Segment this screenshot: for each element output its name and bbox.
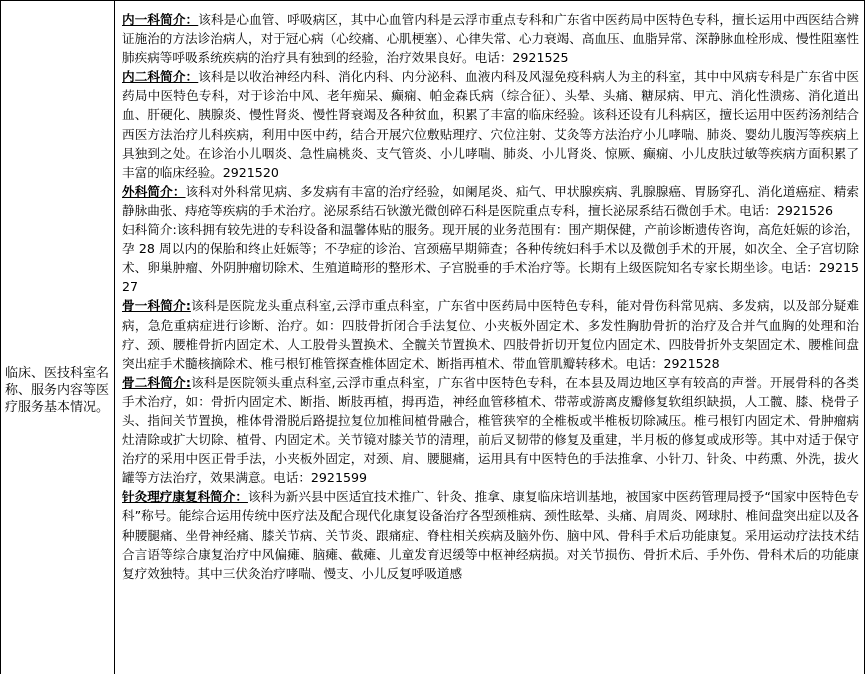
section-title: 针灸理疗康复科简介：: [122, 489, 248, 505]
section-body: 该科为新兴县中医适宜技术推广、针灸、推拿、康复临床培训基地，被国家中医药管理局授予“国家中医特色专科”称号。能综合运用传统中医疗法及配合现代化康复设备治疗各型颈椎病、颈性眩晕、头痛、肩周炎、网球肘、椎间盘突出症以及各种腰腿痛、坐骨神经痛、膝关节病、关节炎、跟痛症、脊柱相关疾病及脑外伤、脑中风、骨科手术后功能康复。采用运动疗法技术结合言语等综合康复治疗中风偏瘫、脑瘫、截瘫、儿童发育迟缓等中枢神经病损。对关节损伤、骨折术后、手外伤、骨科术后的功能康复疗效独特。其中三伏灸治疗哮喘、慢支、小儿反复呼吸道感: [122, 489, 860, 581]
category-label: 临床、医技科室名称、服务内容等医疗服务基本情况。: [5, 366, 110, 415]
category-cell: [1, 1, 115, 674]
section-title: 骨一科简介:: [122, 298, 191, 314]
department-descriptions: [122, 10, 859, 583]
section-title: 内一科简介：: [122, 12, 199, 27]
section-orthopedics-2: [122, 373, 859, 488]
section-gynecology: [122, 220, 859, 296]
section-body: 该科是以收治神经内科、消化内科、内分泌科、血液内科及风湿免疫科病人为主的科室，其中中风病专科是广东省中医药局中医特色专科，对于诊治中风、老年痴呆、癫痫、帕金森氏病（综合征）、头晕、头痛、糖尿病、甲亢、消化性溃疡、消化道出血、肝硬化、胰腺炎、慢性肾炎、慢性肾衰竭及各种贫血，积累了丰富的临床经验。该科还设有儿科病区，擅长运用中医药汤剂结合西医方法治疗儿科疾病，利用中医中药，结合开展穴位敷贴理疗、穴位注射、艾灸等方法治疗小儿哮喘、肺炎、婴幼儿腹泻等疾病上具独到之处。在诊治小儿咽炎、急性扁桃炎、支气管炎、小儿哮喘、肺炎、小儿肾炎、惊厥、癫痫、小儿皮肤过敏等疾病方面积累了丰富的临床经验。2921520: [122, 69, 860, 180]
section-orthopedics-1: [122, 296, 859, 372]
section-body: 该科拥有较先进的专科设备和温馨体贴的服务。现开展的业务范围有：围产期保健，产前诊断遗传咨询，高危妊娠的诊治，孕 28 周以内的保胎和终止妊娠等；不孕症的诊治、宫颈癌早期筛查；各种传统妇科手术以及微创手术的开展，如次全、全子宫切除术、卵巢肿瘤、外阴肿瘤切除术、生殖道畸形的整形术、子宫脱垂的手术治疗等。长期有上级医院知名专家长期坐诊。电话：2921527: [122, 222, 859, 295]
section-body: 该科是医院领头重点科室,云浮市重点科室，广东省中医特色专科，在本县及周边地区享有较高的声誉。开展骨科的各类手术治疗，如：骨折内固定术、断指、断肢再植，拇再造，神经血管移植术、带蒂或游离皮瓣修复软组织缺损，人工髋、膝、桡骨子头、指间关节置换，椎体骨滑脱后路提拉复位加椎间植骨融合，椎管狭窄的全椎板或半椎板切除减压。椎弓根钉内固定术、骨肿瘤病灶清除或扩大切除、植骨、内固定术。关节镜对膝关节的清理，前后叉韧带的修复及重建，半月板的修复或成形等。其中对适于保守治疗的采用中医正骨手法，小夹板外固定，对颈、肩、腰腿痛，运用具有中医特色的手法推拿、小针刀、针灸、中药熏、外洗，拔火罐等方法治疗，效果满意。电话：2921599: [122, 374, 859, 486]
section-acupuncture-rehab: [122, 487, 859, 582]
section-title: 骨二科简介:: [122, 374, 191, 390]
section-title: 内二科简介：: [122, 69, 199, 85]
section-internal-medicine-2: [122, 67, 859, 182]
section-title: 外科简介：: [122, 183, 186, 199]
section-body: 该科是医院龙头重点科室,云浮市重点科室，广东省中医药局中医特色专科，能对骨伤科常见病、多发病，以及部分疑难病，急危重病症进行诊断、治疗。如：四肢骨折闭合手法复位、小夹板外固定术、多发性胸肋骨折的治疗及合并气血胸的处理和治疗、颈、腰椎骨折内固定术、人工股骨头置换术、全髋关节置换术、四肢骨折切开复位内固定术、四肢骨折外支架固定术、腰椎间盘突出症手术髓核摘除术、椎弓根钉椎管探查椎体固定术、断指再植术、带血管肌瓣转移术。电话：2921528: [122, 298, 859, 371]
section-body: 该科是心血管、呼吸病区，其中心血管内科是云浮市重点专科和广东省中医药局中医特色专科，擅长运用中西医结合辨证施治的方法诊治病人，对于冠心病（心绞痛、心肌梗塞）、心律失常、心力衰竭、高血压、血脂异常、深静脉血栓形成、慢性阻塞性肺疾病等呼吸系统疾病的治疗具有独到的经验，治疗效果良好。电话：2921525: [122, 12, 860, 66]
section-internal-medicine-1: [122, 10, 859, 67]
section-surgery: [122, 182, 859, 220]
section-body: 该科对外科常见病、多发病有丰富的治疗经验，如阑尾炎、疝气、甲状腺疾病、乳腺腺癌、胃肠穿孔、消化道癌症、精索静脉曲张、痔疮等疾病的手术治疗。泌尿系结石钬激光微创碎石科是医院重点专科，擅长泌尿系结石微创手术。电话：2921526: [122, 183, 860, 218]
section-title: 妇科简介:: [122, 222, 177, 238]
